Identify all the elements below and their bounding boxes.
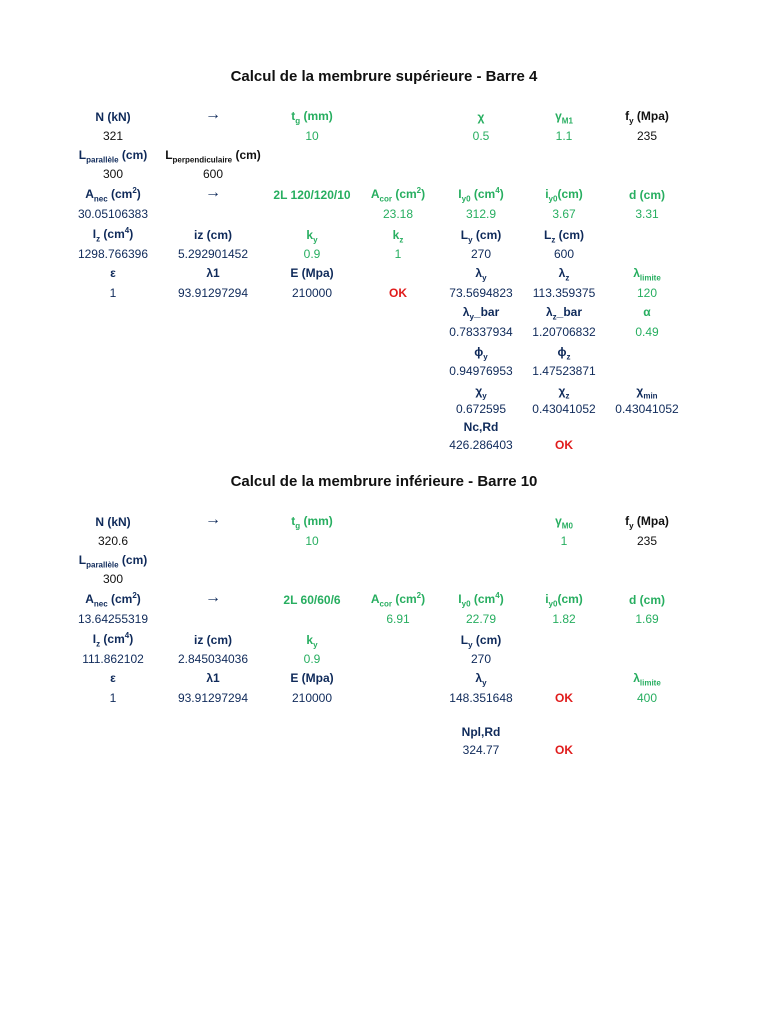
iz-radius-label-2: iz (cm) — [193, 633, 233, 647]
a-nec-label-2: $A_{nec}$ $(cm^2)$ — [85, 591, 141, 609]
lambda-y-value: 73.5694823 — [449, 286, 513, 300]
lz-label: $L_z$ (cm) — [543, 228, 585, 245]
l-perpendiculaire-value: 600 — [202, 167, 224, 181]
arrow-3: → — [205, 511, 221, 528]
e-value: 210000 — [291, 286, 333, 300]
l-perpendiculaire-label: $L_{perpendiculaire}$ (cm) — [165, 148, 261, 165]
a-nec-value-2: 13.64255319 — [77, 612, 149, 626]
iy0-radius-value-2: 1.82 — [552, 612, 576, 626]
iz-inertia-value: 1298.766396 — [77, 247, 149, 261]
npl-rd-value: 324.77 — [462, 743, 500, 757]
iz-inertia-label: $I_z$ $(cm^4)$ — [92, 226, 134, 244]
chi-value: 0.5 — [472, 129, 490, 143]
d-value-2: 1.69 — [635, 612, 659, 626]
fy-label-2: $f_y$ (Mpa) — [625, 514, 669, 531]
lambda-z-label: $\lambda_z$ — [558, 266, 570, 283]
ly-value-2: 270 — [470, 652, 492, 666]
ly-label-2: $L_y$ (cm) — [460, 633, 502, 650]
iz-radius-label: iz (cm) — [193, 228, 233, 242]
iz-inertia-label-2: $I_z$ $(cm^4)$ — [92, 631, 134, 649]
n-label-2: N (kN) — [95, 515, 131, 529]
l-parallele-label: $L_{parallèle}$ (cm) — [78, 148, 148, 165]
d-value: 3.31 — [635, 207, 659, 221]
tg-label-2: $t_g$ (mm) — [291, 514, 333, 531]
gamma-m1-value: 1.1 — [555, 129, 573, 143]
ok-status-slenderness: OK — [389, 286, 407, 300]
iy0-radius-label: $i_{y0}(cm)$ — [545, 187, 583, 204]
lambda1-value: 93.91297294 — [177, 286, 249, 300]
ly-value: 270 — [470, 247, 492, 261]
iy0-inertia-label: $I_{y0}$ $(cm^4)$ — [458, 186, 504, 204]
gamma-m1-label: $\gamma_{M1}$ — [555, 109, 573, 126]
fy-value: 235 — [636, 129, 658, 143]
a-cor-label-2: $A_{cor}$ $(cm^2)$ — [370, 591, 426, 609]
epsilon-label: ε — [110, 266, 116, 280]
lambda-limite-value-2: 400 — [636, 691, 658, 705]
fy-value-2: 235 — [636, 534, 658, 548]
iy0-inertia-value: 312.9 — [465, 207, 497, 221]
epsilon-label-2: ε — [110, 671, 116, 685]
lambda1-label-2: λ1 — [206, 671, 220, 685]
iz-radius-value: 5.292901452 — [177, 247, 249, 261]
chi-min-label: $\chi_{min}$ — [636, 384, 658, 401]
e-label-2: E (Mpa) — [290, 671, 334, 685]
lambda-y-bar-value: 0.78337934 — [449, 325, 513, 339]
phi-y-label: $\phi_y$ — [474, 345, 488, 362]
lambda-limite-label-2: $\lambda_{limite}$ — [633, 671, 661, 688]
ok-status-resistance-2: OK — [555, 743, 573, 757]
chi-y-value: 0.672595 — [455, 402, 507, 416]
chi-z-value: 0.43041052 — [532, 402, 596, 416]
iy0-inertia-label-2: $I_{y0}$ $(cm^4)$ — [458, 591, 504, 609]
iz-inertia-value-2: 111.862102 — [82, 652, 144, 666]
n-label: N (kN) — [95, 110, 131, 124]
tg-label: $t_g$ (mm) — [291, 109, 333, 126]
chi-z-label: $\chi_z$ — [558, 384, 570, 401]
chi-y-label: $\chi_y$ — [475, 384, 487, 401]
a-nec-label: $A_{nec}$ $(cm^2)$ — [85, 186, 141, 204]
iy0-radius-value: 3.67 — [552, 207, 576, 221]
lambda-limite-label: $\lambda_{limite}$ — [633, 266, 661, 283]
a-nec-value: 30.05106383 — [77, 207, 149, 221]
nc-rd-label: Nc,Rd — [463, 420, 499, 434]
e-value-2: 210000 — [291, 691, 333, 705]
fy-label: $f_y$ (Mpa) — [625, 109, 669, 126]
lambda-z-value: 113.359375 — [532, 286, 596, 300]
ky-label-2: $k_y$ — [306, 633, 318, 650]
phi-z-label: $\phi_z$ — [557, 345, 571, 362]
ky-value: 0.9 — [303, 247, 321, 261]
epsilon-value: 1 — [109, 286, 117, 300]
phi-y-value: 0.94976953 — [449, 364, 513, 378]
lz-value: 600 — [553, 247, 575, 261]
ky-label: $k_y$ — [306, 228, 318, 245]
a-cor-value-2: 6.91 — [386, 612, 410, 626]
l-parallele-label-2: $L_{parallèle}$ (cm) — [78, 553, 148, 570]
gamma-m0-value: 1 — [560, 534, 568, 548]
lambda-limite-value: 120 — [636, 286, 658, 300]
section2-title: Calcul de la membrure inférieure - Barre 10 — [230, 473, 538, 490]
tg-value-2: 10 — [305, 534, 319, 548]
profile-label-2: 2L 60/60/6 — [283, 593, 341, 607]
l-parallele-value: 300 — [102, 167, 124, 181]
a-cor-label: $A_{cor}$ $(cm^2)$ — [370, 186, 426, 204]
section1-title: Calcul de la membrure supérieure - Barre 4 — [230, 68, 538, 85]
lambda-y-bar-label: $\lambda_y\_bar$ — [462, 305, 500, 322]
l-parallele-value-2: 300 — [102, 572, 124, 586]
a-cor-value: 23.18 — [382, 207, 414, 221]
iz-radius-value-2: 2.845034036 — [177, 652, 249, 666]
e-label: E (Mpa) — [290, 266, 334, 280]
ly-label: $L_y$ (cm) — [460, 228, 502, 245]
iy0-inertia-value-2: 22.79 — [465, 612, 497, 626]
profile-label: 2L 120/120/10 — [273, 188, 351, 202]
lambda-y-value-2: 148.351648 — [449, 691, 513, 705]
lambda-y-label-2: $\lambda_y$ — [475, 671, 487, 688]
kz-label: $k_z$ — [392, 228, 404, 245]
epsilon-value-2: 1 — [109, 691, 117, 705]
lambda1-value-2: 93.91297294 — [177, 691, 249, 705]
lambda-z-bar-label: $\lambda_z\_bar$ — [545, 305, 583, 322]
alpha-label: α — [643, 305, 651, 319]
iy0-radius-label-2: $i_{y0}(cm)$ — [545, 592, 583, 609]
n-value: 321 — [102, 129, 124, 143]
arrow-1: → — [205, 106, 221, 123]
arrow-4: → — [205, 589, 221, 606]
ok-status-buckling: OK — [555, 438, 573, 452]
lambda-y-label: $\lambda_y$ — [475, 266, 487, 283]
lambda-z-bar-value: 1.20706832 — [532, 325, 596, 339]
npl-rd-label: Npl,Rd — [461, 725, 501, 739]
chi-min-value: 0.43041052 — [615, 402, 679, 416]
kz-value: 1 — [394, 247, 402, 261]
lambda1-label: λ1 — [206, 266, 220, 280]
chi-label: χ — [477, 110, 485, 124]
alpha-value: 0.49 — [635, 325, 659, 339]
gamma-m0-label: $\gamma_{M0}$ — [555, 514, 573, 531]
tg-value: 10 — [305, 129, 319, 143]
d-label-2: d (cm) — [629, 593, 665, 607]
ky-value-2: 0.9 — [303, 652, 321, 666]
phi-z-value: 1.47523871 — [532, 364, 596, 378]
n-value-2: 320.6 — [97, 534, 129, 548]
nc-rd-value: 426.286403 — [449, 438, 513, 452]
ok-status-slenderness-2: OK — [555, 691, 573, 705]
arrow-2: → — [205, 184, 221, 201]
d-label: d (cm) — [629, 188, 665, 202]
